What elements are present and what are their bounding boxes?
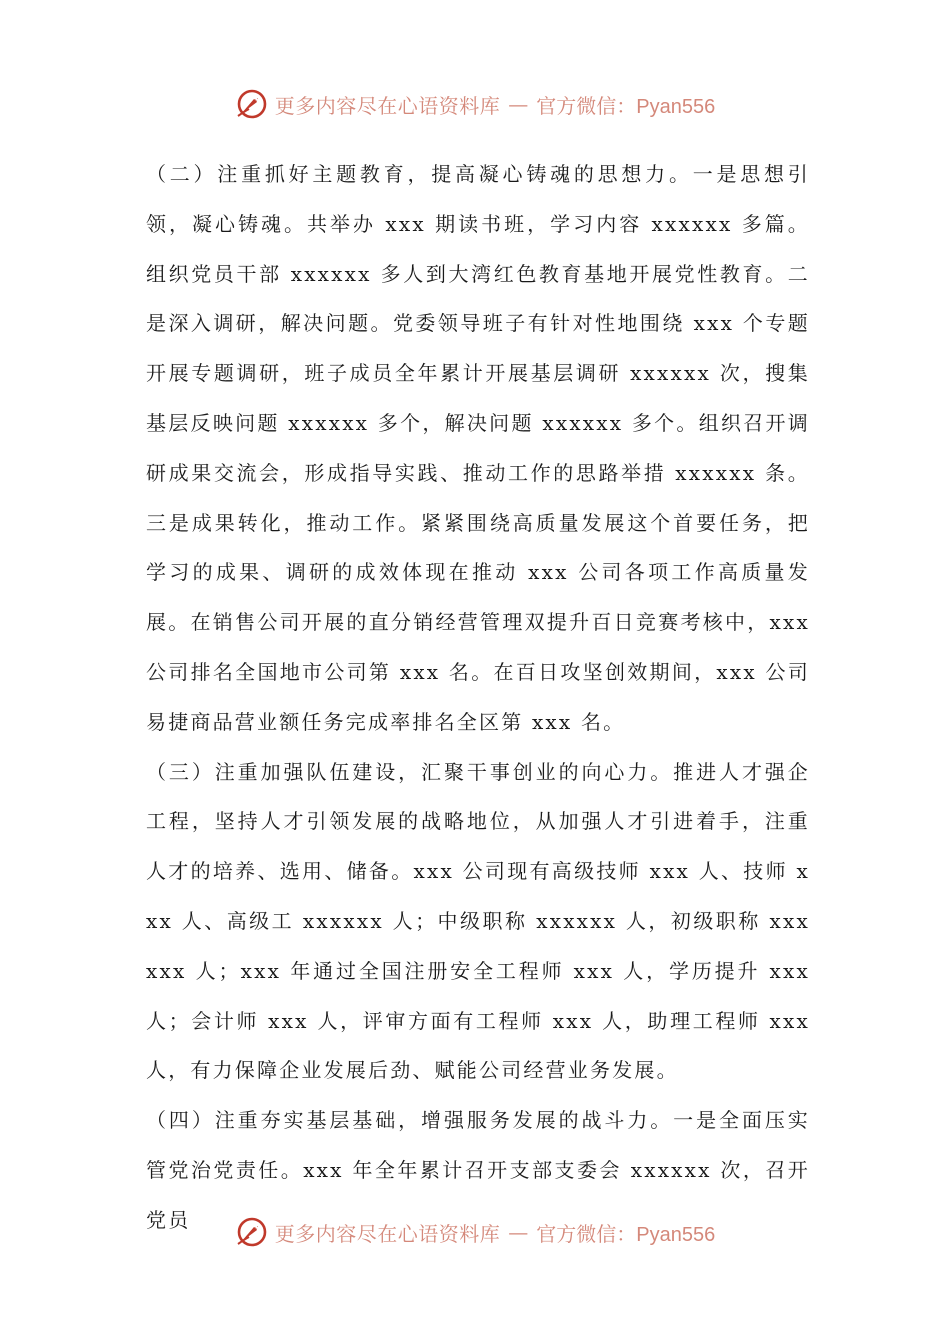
header-contact bbox=[536, 90, 715, 119]
header-banner bbox=[0, 84, 950, 124]
header-contact-id: Pyan556 bbox=[636, 95, 716, 118]
footer-contact-label: 官方微信： bbox=[536, 1221, 637, 1246]
document-body bbox=[146, 150, 810, 1246]
paragraph-grassroots: （四）注重夯实基层基础，增强服务发展的战斗力。一是全面压实管党治党责任。xxx 年全年累计召开支部支委会 xxxxxx 次，召开党员 bbox=[146, 1108, 810, 1232]
header-contact-label: 官方微信： bbox=[536, 93, 637, 118]
paragraph-theme-education: （二）注重抓好主题教育，提高凝心铸魂的思想力。一是思想引领，凝心铸魂。共举办 xxx 期读书班，学习内容 xxxxxx 多篇。组织党员干部 xxxxxx 多人到大湾红色教育基地开展党性教育。二是深入调研，解决问题。党委领导班子有针对性地围绕 xxx 个专题开展专题调研，班子成员全年累计开展基层调研 xxxxxx 次，搜集基层反映问题 xxxxxx 多个，解决问题 xxxxxx 多个。组织召开调研成果交流会，形成指导实践、推动工作的思路举措 xxxxxx 条。三是成果转化，推动工作。紧紧围绕高质量发展这个首要任务，把学习的成果、调研的成效体现在推动 xxx 公司各项工作高质量发展。在销售公司开展的直分销经营管理双提升百日竞赛考核中，xxx 公司排名全国地市公司第 xxx 名。在百日攻坚创效期间，xxx 公司易捷商品营业额任务完成率排名全区第 xxx 名。 bbox=[146, 162, 810, 734]
footer-banner-inner bbox=[235, 1215, 715, 1249]
footer-banner bbox=[0, 1212, 950, 1252]
pen-nib-logo-icon bbox=[235, 87, 269, 121]
header-separator: — bbox=[508, 92, 529, 116]
header-banner-inner bbox=[235, 87, 715, 121]
footer-separator: — bbox=[508, 1220, 529, 1244]
footer-contact-id: Pyan556 bbox=[636, 1223, 716, 1246]
header-site-text: 更多内容尽在心语资料库 bbox=[274, 93, 501, 118]
footer-contact bbox=[536, 1218, 715, 1247]
footer-site-text: 更多内容尽在心语资料库 bbox=[274, 1221, 501, 1246]
paragraph-team-building: （三）注重加强队伍建设，汇聚干事创业的向心力。推进人才强企工程，坚持人才引领发展的战略地位，从加强人才引进着手，注重人才的培养、选用、储备。xxx 公司现有高级技师 xxx 人、技师 xxx 人、高级工 xxxxxx 人；中级职称 xxxxxx 人，初级职称 xxxxxx 人；xxx 年通过全国注册安全工程师 xxx 人，学历提升 xxx 人；会计师 xxx 人，评审方面有工程师 xxx 人，助理工程师 xxx 人，有力保障企业发展后劲、赋能公司经营业务发展。 bbox=[146, 759, 810, 1083]
pen-nib-logo-icon bbox=[235, 1215, 269, 1249]
